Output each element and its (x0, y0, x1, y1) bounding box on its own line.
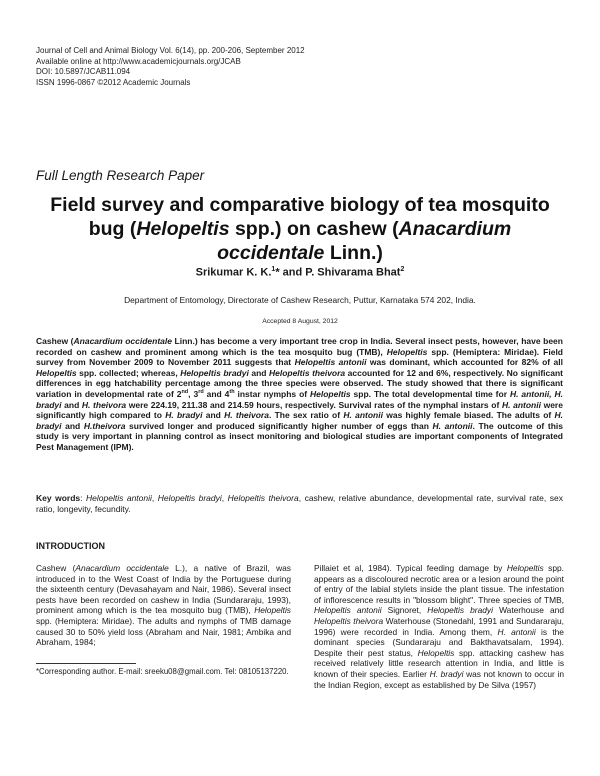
abstract (36, 336, 563, 453)
author-name: and P. Shivarama Bhat (279, 266, 401, 279)
affiliation: Department of Entomology, Directorate of Cashew Research, Puttur, Karnataka 574 202, India. (124, 295, 476, 305)
corresponding-marker: * (275, 266, 280, 279)
section-heading-introduction: INTRODUCTION (36, 541, 105, 551)
paper-type: Full Length Research Paper (36, 168, 205, 183)
accepted-date: Accepted 8 August, 2012 (262, 318, 338, 325)
title-species: Anacardium occidentale (217, 218, 512, 264)
title-genus: Helopeltis (136, 218, 230, 240)
affil-marker: 1 (271, 266, 276, 273)
keywords-label: Key words (36, 493, 81, 503)
title-text: spp.) on cashew ( (229, 218, 399, 240)
footnote-divider (36, 663, 136, 664)
affil-marker: 2 (400, 266, 405, 273)
journal-citation: Journal of Cell and Animal Biology Vol. 6(14), pp. 200-206, September 2012 (36, 46, 305, 55)
keywords: Key words: Helopeltis antonii, Helopeltis bradyi, Helopeltis theivora, cashew, relative abundance, developmental rate, survival rate, sex ratio, longevity, fecundity. (36, 493, 563, 514)
paper-title (40, 193, 560, 265)
title-text: Field survey and comparative biology of tea mosquito bug ( (50, 194, 550, 240)
abstract-paragraph: Cashew (Anacardium occidentale Linn.) has become a very important tree crop in India. Several insect pests, however, have been recorded on cashew and prominent among which is the tea mosquito bug (TMB), Helopeltis spp. (Hemiptera: Miridae). Field survey from November 2009 to November 2011 suggests that Helopeltis antonii was dominant, which accounted for 82% of all Helopeltis spp. collected; whereas, Helopeltis bradyi and Helopeltis theivora accounted for 12 and 6%, respectively. No significant differences in egg hatchability percentage among the three species were observed. The study showed that there is significant variation in developmental rate of 2nd, 3rd and 4th instar nymphs of Helopeltis spp. The total developmental time for H. antonii, H. bradyi and H. theivora were 224.19, 211.38 and 214.59 hours, respectively. Survival rates of the nymphal instars of H. antonii were significantly high compared to H. bradyi and H. theivora. The sex ratio of H. antonii was highly female biased. The adults of H. bradyi and H.theivora survived longer and produced significantly higher number of eggs than H. antonii. The outcome of this study is very important in planning control as insect monitoring and biological studies are important components of Integrated Pest Management (IPM). (36, 336, 564, 452)
doi: DOI: 10.5897/JCAB11.094 (36, 67, 131, 76)
authors (0, 266, 600, 279)
intro-column-left (36, 563, 291, 648)
intro-column-right (314, 563, 564, 690)
title-text: Linn.) (324, 242, 383, 264)
journal-header (36, 46, 456, 88)
issn: ISSN 1996-0867 ©2012 Academic Journals (36, 77, 191, 87)
intro-paragraph: Pillaiet et al, 1984). Typical feeding damage by Helopeltis spp. appears as a discoloured necrotic area or a lesion around the point of entry of the labial stylets inside the plant tissue. The infestation of inflorescence results in "blossom blight". Three species of TMB, Helopeltis antonii Signoret, Helopeltis bradyi Waterhouse and Helopeltis theivora Waterhouse (Stonedahl, 1991 and Sundararaju, 1996) were recorded in India. Among them, H. antonii is the dominant species (Sundararaju and Bakthavatsalam, 1994). Despite their pest status, Helopeltis spp. attacking cashew has received relatively little research attention in India, and little is known of their species. Earlier H. bradyi was not known to occur in the Indian Region, except as established by De Silva (1957) (314, 563, 564, 690)
corresponding-author-footnote: *Corresponding author. E-mail: sreeku08@gmail.com. Tel: 08105137220. (36, 667, 289, 676)
available-online: Available online at http://www.academicjournals.org/JCAB (36, 56, 241, 66)
intro-paragraph: Cashew (Anacardium occidentale L.), a native of Brazil, was introduced in to the West Coast of India by the Portuguese during the sixteenth century (Devasahayam and Nair, 1986). Several insect pests have been recorded on cashew in India (Sundararaju, 1993), prominent among which is the tea mosquito bug (TMB), Helopeltis spp. (Hemiptera: Miridae). The adults and nymphs of TMB damage caused 30 to 50% yield loss (Abraham and Nair, 1981; Ambika and Abraham, 1984; (36, 563, 291, 648)
author-name: Srikumar K. K. (195, 266, 272, 279)
